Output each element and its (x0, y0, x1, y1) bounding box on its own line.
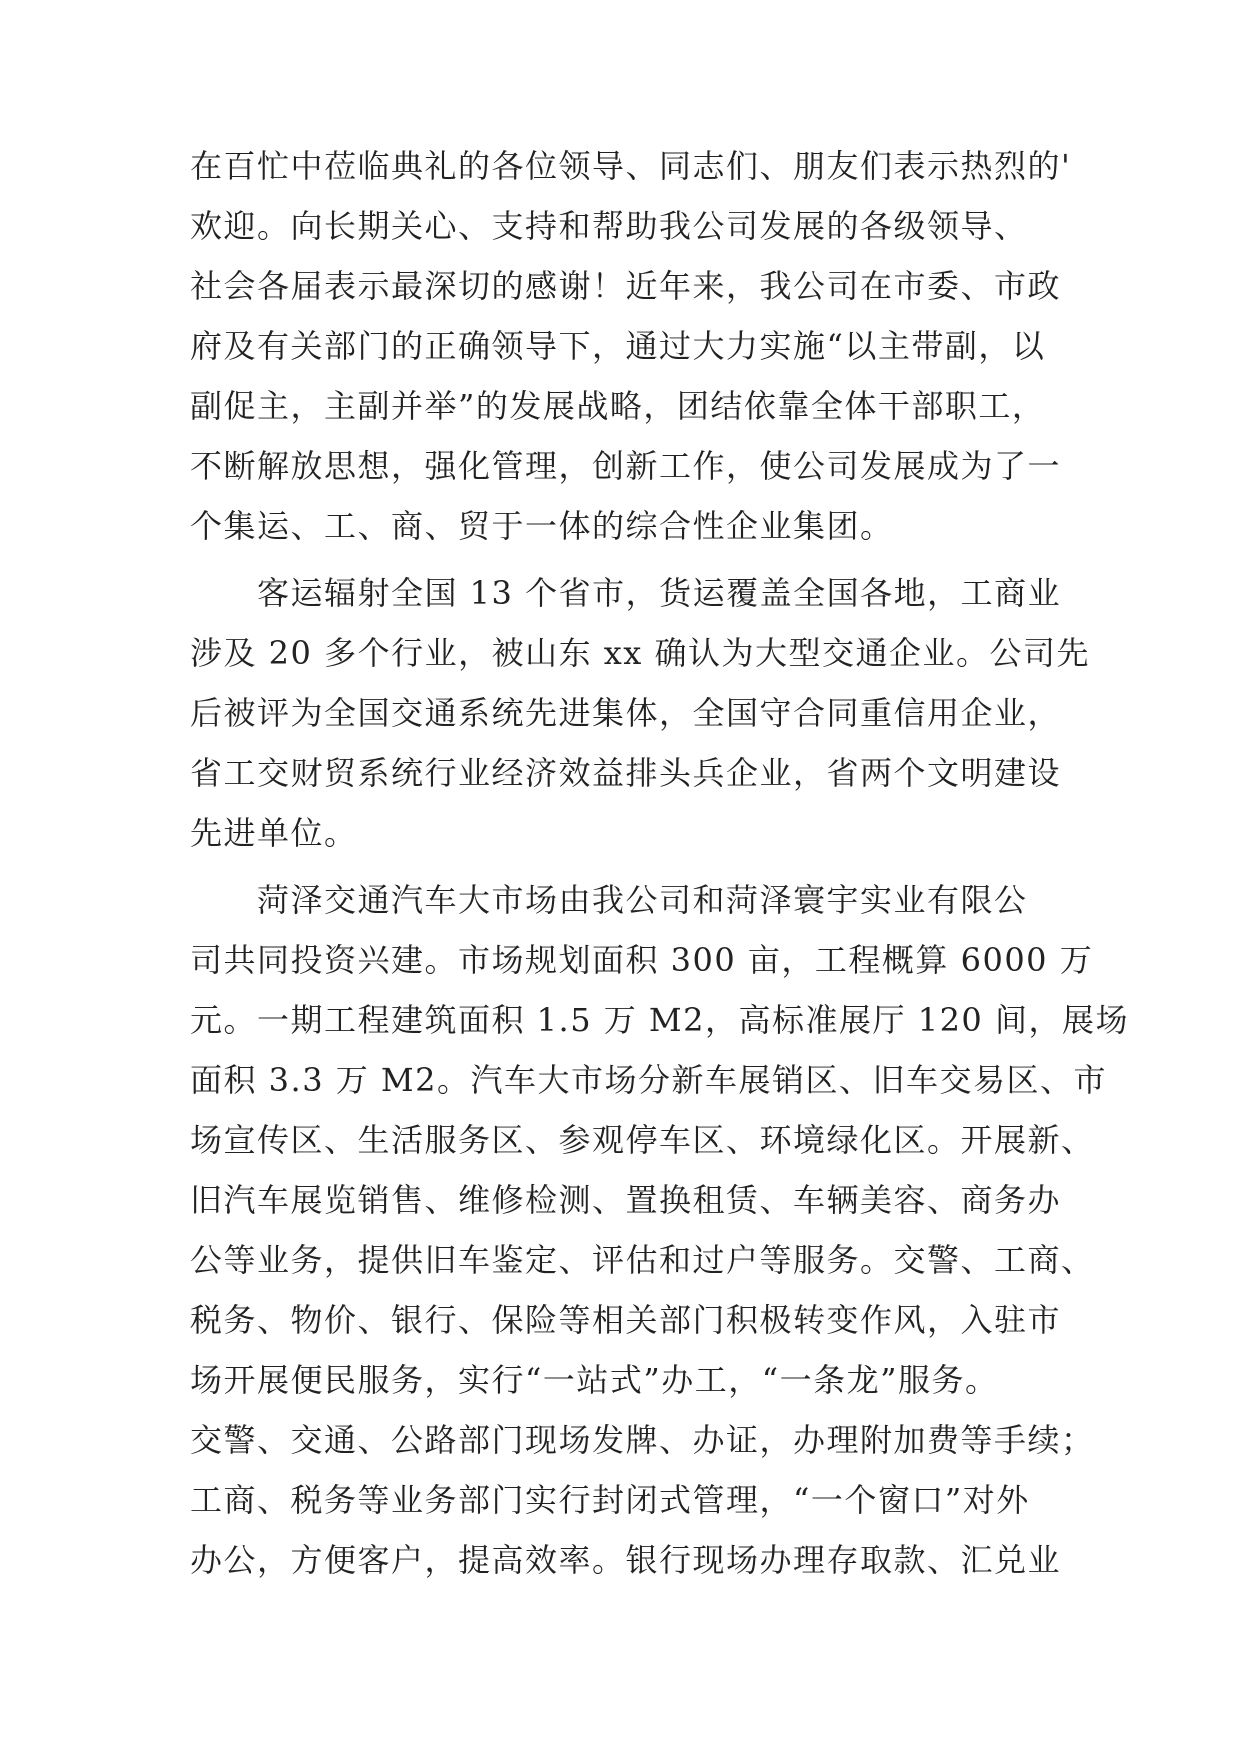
text-line: 后被评为全国交通系统先进集体，全国守合同重信用企业， (190, 694, 1062, 732)
text-line: 省工交财贸系统行业经济效益排头兵企业，省两个文明建设 (190, 754, 1062, 792)
text-line: 场开展便民服务，实行“一站式”办工，“一条龙”服务。 (190, 1361, 999, 1399)
text-line: 办公，方便客户，提高效率。银行现场办理存取款、汇兑业 (190, 1541, 1062, 1579)
text-line: 先进单位。 (190, 814, 358, 852)
text-line: 交警、交通、公路部门现场发牌、办证，办理附加费等手续； (190, 1421, 1095, 1459)
text-line: 欢迎。向长期关心、支持和帮助我公司发展的各级领导、 (190, 207, 1028, 245)
text-line: 社会各届表示最深切的感谢！近年来，我公司在市委、市政 (190, 267, 1062, 305)
text-line: 税务、物价、银行、保险等相关部门积极转变作风，入驻市 (190, 1301, 1062, 1339)
text-line: 不断解放思想，强化管理，创新工作，使公司发展成为了一 (190, 447, 1062, 485)
text-line: 司共同投资兴建。市场规划面积 300 亩，工程概算 6000 万 (190, 941, 1094, 979)
text-line: 公等业务，提供旧车鉴定、评估和过户等服务。交警、工商、 (190, 1241, 1095, 1279)
text-line: 旧汽车展览销售、维修检测、置换租赁、车辆美容、商务办 (190, 1181, 1062, 1219)
text-line: 个集运、工、商、贸于一体的综合性企业集团。 (190, 507, 894, 545)
paragraph-start-line: 客运辐射全国 13 个省市，货运覆盖全国各地，工商业 (257, 574, 1062, 612)
text-line: 元。一期工程建筑面积 1.5 万 M2，高标准展厅 120 间，展场 (190, 1001, 1129, 1039)
text-line: 工商、税务等业务部门实行封闭式管理，“一个窗口”对外 (190, 1481, 1030, 1519)
paragraph-start-line: 菏泽交通汽车大市场由我公司和菏泽寰宇实业有限公 (257, 881, 1028, 919)
text-line: 涉及 20 多个行业，被山东 xx 确认为大型交通企业。公司先 (190, 634, 1091, 672)
text-line: 面积 3.3 万 M2。汽车大市场分新车展销区、旧车交易区、市 (190, 1061, 1108, 1099)
text-line: 场宣传区、生活服务区、参观停车区、环境绿化区。开展新、 (190, 1121, 1095, 1159)
text-line: 副促主，主副并举”的发展战略，团结依靠全体干部职工， (190, 387, 1046, 425)
text-line: 府及有关部门的正确领导下，通过大力实施“以主带副，以 (190, 327, 1046, 365)
text-line: 在百忙中莅临典礼的各位领导、同志们、朋友们表示热烈的' (190, 147, 1072, 185)
